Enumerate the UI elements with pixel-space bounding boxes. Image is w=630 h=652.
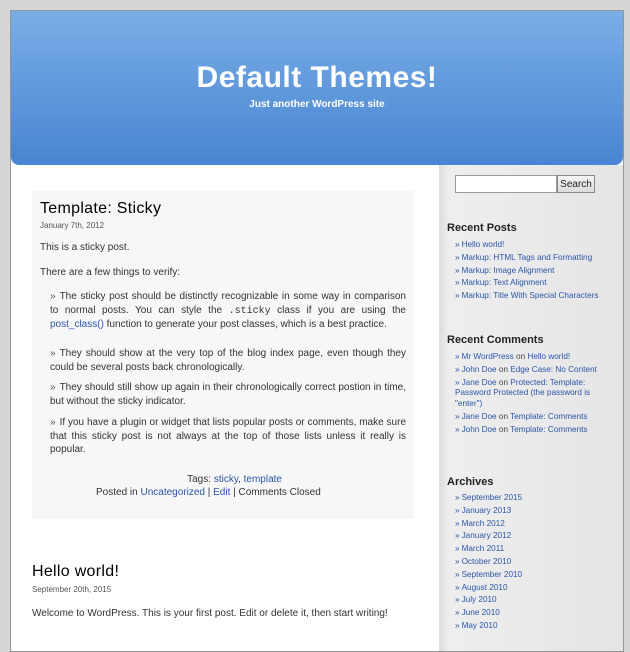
- bullet-icon: »: [455, 595, 460, 605]
- bullet-icon: »: [455, 377, 460, 387]
- post-title[interactable]: Hello world!: [32, 563, 120, 580]
- verify-heading: There are a few things to verify:: [40, 267, 181, 278]
- archives-list: [455, 493, 617, 634]
- comment-author-link[interactable]: John Doe: [461, 424, 497, 434]
- bullet-icon: »: [455, 582, 460, 592]
- list-item: » The sticky post should be distinctly recognizable in some way in comparison to normal posts. You can style the .sticky class if you are using the post_class() function to generate your post classes, which is a best practice.: [50, 291, 406, 330]
- bullet-icon: »: [455, 411, 460, 421]
- list-item[interactable]: » March 2011: [455, 544, 505, 554]
- list-item[interactable]: » January 2012: [455, 531, 512, 541]
- search-input[interactable]: [455, 175, 557, 193]
- bullet-icon: »: [455, 569, 460, 579]
- category-link[interactable]: Uncategorized: [140, 487, 205, 498]
- list-item: » They should still show up again in their chronologically correct postion in time, but without the sticky indicator.: [50, 382, 406, 407]
- tag-link[interactable]: sticky: [213, 474, 239, 485]
- list-item: » If you have a plugin or widget that lists popular posts or comments, make sure that this sticky post is not always at the top of those lists unless it really is popular.: [50, 417, 406, 455]
- bullet-icon: »: [455, 531, 460, 541]
- site-header: [11, 11, 623, 165]
- comment-author-link[interactable]: Jane Doe: [461, 411, 497, 421]
- list-item[interactable]: » May 2010: [455, 620, 498, 630]
- comment-author-link[interactable]: Mr WordPress: [461, 352, 514, 361]
- search-button[interactable]: Search: [557, 175, 595, 193]
- comment-post-link[interactable]: Template: Comments: [510, 424, 588, 434]
- bullet-icon: »: [455, 265, 460, 275]
- post-class-link[interactable]: post_class(): [50, 319, 104, 330]
- widget-title-recent-posts: Recent Posts: [447, 222, 517, 234]
- post-intro: This is a sticky post.: [40, 242, 130, 253]
- post-title[interactable]: Template: Sticky: [40, 200, 162, 217]
- code-sticky: .sticky: [228, 305, 271, 317]
- bullet-icon: »: [455, 252, 460, 262]
- comment-author-link[interactable]: Jane Doe: [461, 377, 497, 387]
- comment-post-link[interactable]: Hello world!: [527, 352, 571, 361]
- list-item[interactable]: » July 2010: [455, 595, 497, 605]
- bullet-icon: »: [50, 417, 56, 428]
- bullet-icon: »: [455, 240, 460, 249]
- tag-link[interactable]: template: [243, 474, 282, 485]
- list-item[interactable]: » June 2010: [455, 608, 500, 618]
- list-item[interactable]: » January 2013: [455, 505, 512, 515]
- comment-post-link[interactable]: Protected: Template: Password Protected (the password is "enter"): [455, 377, 591, 409]
- post-date: January 7th, 2012: [40, 221, 105, 230]
- bullet-icon: »: [50, 348, 56, 359]
- recent-comments-list: [455, 352, 617, 438]
- list-item[interactable]: » Hello world!: [455, 240, 505, 249]
- list-item: » They should show at the very top of the blog index page, even though they could be several posts back chronologically.: [50, 348, 406, 373]
- list-item: » John Doe on Edge Case: No Content: [455, 364, 597, 374]
- bullet-icon: »: [455, 493, 460, 502]
- widget-title-recent-comments: Recent Comments: [447, 334, 544, 346]
- post-meta: Posted in Uncategorized | Edit | Comments Closed: [96, 487, 321, 498]
- bullet-icon: »: [50, 382, 56, 393]
- list-item[interactable]: » October 2010: [455, 556, 512, 566]
- list-item[interactable]: » September 2015: [455, 493, 523, 502]
- bullet-icon: »: [455, 608, 460, 618]
- edit-link[interactable]: Edit: [213, 487, 231, 498]
- bullet-icon: »: [50, 291, 56, 302]
- list-item[interactable]: » Markup: Title With Special Characters: [455, 291, 599, 301]
- comment-post-link[interactable]: Template: Comments: [510, 411, 588, 421]
- sticky-post: [32, 191, 414, 519]
- bullet-icon: »: [455, 556, 460, 566]
- bullet-icon: »: [455, 620, 460, 630]
- bullet-icon: »: [455, 505, 460, 515]
- post-tags: Tags: sticky, template: [187, 474, 282, 485]
- bullet-icon: »: [455, 278, 460, 288]
- list-item: » John Doe on Template: Comments: [455, 424, 588, 434]
- post-date: September 20th, 2015: [32, 585, 112, 594]
- site-title[interactable]: Default Themes!: [196, 61, 438, 94]
- list-item: » Mr WordPress on Hello world!: [455, 352, 571, 361]
- recent-posts-list: [455, 240, 617, 304]
- bullet-icon: »: [455, 364, 460, 374]
- list-item[interactable]: » Markup: Image Alignment: [455, 265, 555, 275]
- bullet-icon: »: [455, 424, 460, 434]
- bullet-icon: »: [455, 518, 460, 528]
- bullet-icon: »: [455, 544, 460, 554]
- post-body: Welcome to WordPress. This is your first post. Edit or delete it, then start writing!: [32, 608, 388, 619]
- site-description: Just another WordPress site: [249, 99, 385, 110]
- list-item[interactable]: » Markup: Text Alignment: [455, 278, 547, 288]
- list-item: » Jane Doe on Template: Comments: [455, 411, 588, 421]
- bullet-icon: »: [455, 291, 460, 301]
- widget-title-archives: Archives: [447, 476, 494, 488]
- comment-author-link[interactable]: John Doe: [461, 364, 497, 374]
- list-item: » Jane Doe on Protected: Template: Password Protected (the password is "enter"): [455, 377, 591, 409]
- comment-post-link[interactable]: Edge Case: No Content: [510, 364, 597, 374]
- list-item[interactable]: » March 2012: [455, 518, 505, 528]
- list-item[interactable]: » Markup: HTML Tags and Formatting: [455, 252, 593, 262]
- list-item[interactable]: » August 2010: [455, 582, 508, 592]
- bullet-icon: »: [455, 352, 460, 361]
- list-item[interactable]: » September 2010: [455, 569, 523, 579]
- comments-status: Comments Closed: [238, 487, 321, 498]
